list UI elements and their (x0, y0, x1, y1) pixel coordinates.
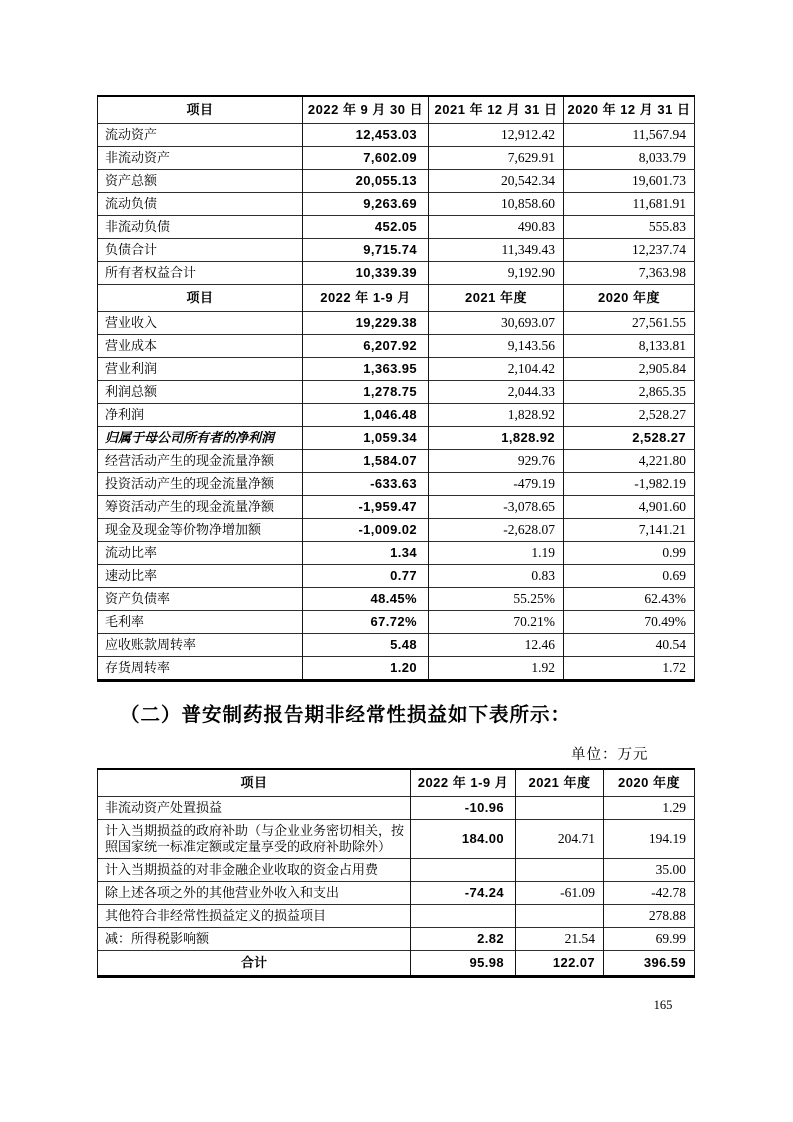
value-cell: 2,044.33 (429, 381, 564, 404)
value-cell: 62.43% (564, 588, 695, 611)
value-cell: -1,982.19 (564, 473, 695, 496)
value-cell: 1,828.92 (429, 404, 564, 427)
column-header: 2021 年度 (429, 285, 564, 312)
row-label-cell: 筹资活动产生的现金流量净额 (98, 496, 303, 519)
column-header: 2022 年 1-9 月 (303, 285, 429, 312)
table-row (98, 519, 695, 542)
value-cell: 12,237.74 (564, 239, 695, 262)
value-cell: -1,009.02 (303, 519, 429, 542)
value-cell: -10.96 (411, 797, 516, 820)
row-label-cell: 合计 (98, 951, 411, 977)
column-header: 2021 年 12 月 31 日 (429, 96, 564, 124)
value-cell: 2,865.35 (564, 381, 695, 404)
value-cell: 8,133.81 (564, 335, 695, 358)
table-row (98, 797, 695, 820)
value-cell: 555.83 (564, 216, 695, 239)
table-row (98, 820, 695, 859)
row-label-cell: 资产总额 (98, 170, 303, 193)
table-row (98, 634, 695, 657)
value-cell: 1,363.95 (303, 358, 429, 381)
row-label-cell: 流动负债 (98, 193, 303, 216)
row-label-cell: 其他符合非经常性损益定义的损益项目 (98, 905, 411, 928)
table-row (98, 358, 695, 381)
value-cell: 204.71 (516, 820, 604, 859)
row-label-cell: 经营活动产生的现金流量净额 (98, 450, 303, 473)
table-row (98, 381, 695, 404)
value-cell: -479.19 (429, 473, 564, 496)
value-cell: 1,059.34 (303, 427, 429, 450)
value-cell: 35.00 (604, 859, 695, 882)
table-row (98, 239, 695, 262)
table-row (98, 611, 695, 634)
table-row (98, 170, 695, 193)
value-cell: 11,681.91 (564, 193, 695, 216)
table-header-row (98, 769, 695, 797)
value-cell: 1.34 (303, 542, 429, 565)
row-label-cell: 非流动负债 (98, 216, 303, 239)
table-row (98, 216, 695, 239)
row-label-cell: 流动比率 (98, 542, 303, 565)
table-row (98, 427, 695, 450)
value-cell: 10,858.60 (429, 193, 564, 216)
value-cell: 9,715.74 (303, 239, 429, 262)
table-row (98, 905, 695, 928)
value-cell: 2.82 (411, 928, 516, 951)
value-cell: 122.07 (516, 951, 604, 977)
value-cell: 11,567.94 (564, 124, 695, 147)
value-cell: 1,828.92 (429, 427, 564, 450)
table-row (98, 473, 695, 496)
value-cell: 12,912.42 (429, 124, 564, 147)
value-cell: 12,453.03 (303, 124, 429, 147)
value-cell (411, 905, 516, 928)
value-cell: 396.59 (604, 951, 695, 977)
column-header: 项目 (98, 96, 303, 124)
value-cell: 184.00 (411, 820, 516, 859)
value-cell: 10,339.39 (303, 262, 429, 285)
value-cell: 70.21% (429, 611, 564, 634)
financial-summary-table (97, 95, 695, 682)
value-cell: 1.72 (564, 657, 695, 681)
value-cell: 4,901.60 (564, 496, 695, 519)
value-cell: 194.19 (604, 820, 695, 859)
row-label-cell: 投资活动产生的现金流量净额 (98, 473, 303, 496)
value-cell: -42.78 (604, 882, 695, 905)
row-label-cell: 归属于母公司所有者的净利润 (98, 427, 303, 450)
row-label-cell: 速动比率 (98, 565, 303, 588)
value-cell: 9,143.56 (429, 335, 564, 358)
value-cell: 1.19 (429, 542, 564, 565)
table-row (98, 147, 695, 170)
value-cell: 30,693.07 (429, 312, 564, 335)
table-row (98, 951, 695, 977)
table-row (98, 335, 695, 358)
value-cell: 490.83 (429, 216, 564, 239)
table-row (98, 657, 695, 681)
value-cell: 69.99 (604, 928, 695, 951)
value-cell: 19,229.38 (303, 312, 429, 335)
row-label-cell: 营业利润 (98, 358, 303, 381)
value-cell: 1.29 (604, 797, 695, 820)
table-row (98, 928, 695, 951)
value-cell: 21.54 (516, 928, 604, 951)
row-label-cell: 负债合计 (98, 239, 303, 262)
value-cell: 1,278.75 (303, 381, 429, 404)
value-cell: 5.48 (303, 634, 429, 657)
value-cell: 40.54 (564, 634, 695, 657)
non-recurring-items-table (97, 768, 695, 978)
value-cell: 11,349.43 (429, 239, 564, 262)
value-cell: 7,363.98 (564, 262, 695, 285)
column-header: 2022 年 9 月 30 日 (303, 96, 429, 124)
row-label-cell: 应收账款周转率 (98, 634, 303, 657)
table-row (98, 312, 695, 335)
value-cell (516, 859, 604, 882)
section-heading: （二）普安制药报告期非经常性损益如下表所示： (120, 704, 572, 726)
column-header: 2020 年度 (564, 285, 695, 312)
table-row (98, 262, 695, 285)
table-header-row (98, 285, 695, 312)
row-label-cell: 非流动资产处置损益 (98, 797, 411, 820)
row-label-cell: 除上述各项之外的其他营业外收入和支出 (98, 882, 411, 905)
value-cell: 929.76 (429, 450, 564, 473)
value-cell: 9,192.90 (429, 262, 564, 285)
value-cell: 0.77 (303, 565, 429, 588)
table-row (98, 450, 695, 473)
value-cell: 1,046.48 (303, 404, 429, 427)
value-cell: 452.05 (303, 216, 429, 239)
row-label-cell: 非流动资产 (98, 147, 303, 170)
row-label-cell: 营业收入 (98, 312, 303, 335)
value-cell: -74.24 (411, 882, 516, 905)
value-cell (516, 905, 604, 928)
value-cell: -61.09 (516, 882, 604, 905)
value-cell (411, 859, 516, 882)
table-row (98, 565, 695, 588)
value-cell: 0.69 (564, 565, 695, 588)
value-cell: 7,629.91 (429, 147, 564, 170)
row-label-cell: 利润总额 (98, 381, 303, 404)
value-cell: 95.98 (411, 951, 516, 977)
row-label-cell: 现金及现金等价物净增加额 (98, 519, 303, 542)
value-cell: 1,584.07 (303, 450, 429, 473)
table-row (98, 124, 695, 147)
value-cell: 20,055.13 (303, 170, 429, 193)
value-cell: 19,601.73 (564, 170, 695, 193)
value-cell: -3,078.65 (429, 496, 564, 519)
column-header: 项目 (98, 769, 411, 797)
value-cell: 2,905.84 (564, 358, 695, 381)
table-row (98, 496, 695, 519)
page-number: 165 (653, 998, 673, 1012)
value-cell: 7,141.21 (564, 519, 695, 542)
column-header: 项目 (98, 285, 303, 312)
row-label-cell: 资产负债率 (98, 588, 303, 611)
unit-label: 单位：万元 (571, 747, 649, 763)
table-row (98, 542, 695, 565)
row-label-cell: 所有者权益合计 (98, 262, 303, 285)
table-row (98, 404, 695, 427)
column-header: 2021 年度 (516, 769, 604, 797)
value-cell: 2,104.42 (429, 358, 564, 381)
value-cell: 70.49% (564, 611, 695, 634)
row-label-cell: 毛利率 (98, 611, 303, 634)
value-cell: 55.25% (429, 588, 564, 611)
column-header: 2020 年度 (604, 769, 695, 797)
row-label-cell: 营业成本 (98, 335, 303, 358)
value-cell: 278.88 (604, 905, 695, 928)
value-cell: 7,602.09 (303, 147, 429, 170)
row-label-cell: 减：所得税影响额 (98, 928, 411, 951)
table-header-row (98, 96, 695, 124)
column-header: 2022 年 1-9 月 (411, 769, 516, 797)
value-cell (516, 797, 604, 820)
value-cell: 12.46 (429, 634, 564, 657)
value-cell: 20,542.34 (429, 170, 564, 193)
value-cell: 0.99 (564, 542, 695, 565)
value-cell: 0.83 (429, 565, 564, 588)
row-label-cell: 存货周转率 (98, 657, 303, 681)
value-cell: -2,628.07 (429, 519, 564, 542)
row-label-cell: 计入当期损益的对非金融企业收取的资金占用费 (98, 859, 411, 882)
value-cell: 1.20 (303, 657, 429, 681)
value-cell: 2,528.27 (564, 427, 695, 450)
value-cell: -633.63 (303, 473, 429, 496)
table-row (98, 588, 695, 611)
row-label-cell: 净利润 (98, 404, 303, 427)
table-row (98, 193, 695, 216)
column-header: 2020 年 12 月 31 日 (564, 96, 695, 124)
value-cell: 27,561.55 (564, 312, 695, 335)
value-cell: 2,528.27 (564, 404, 695, 427)
value-cell: 6,207.92 (303, 335, 429, 358)
value-cell: -1,959.47 (303, 496, 429, 519)
table-row (98, 859, 695, 882)
value-cell: 1.92 (429, 657, 564, 681)
row-label-cell: 流动资产 (98, 124, 303, 147)
value-cell: 8,033.79 (564, 147, 695, 170)
value-cell: 48.45% (303, 588, 429, 611)
table-row (98, 882, 695, 905)
value-cell: 67.72% (303, 611, 429, 634)
row-label-cell: 计入当期损益的政府补助（与企业业务密切相关，按照国家统一标准定额或定量享受的政府补助除外） (98, 820, 411, 859)
value-cell: 4,221.80 (564, 450, 695, 473)
value-cell: 9,263.69 (303, 193, 429, 216)
